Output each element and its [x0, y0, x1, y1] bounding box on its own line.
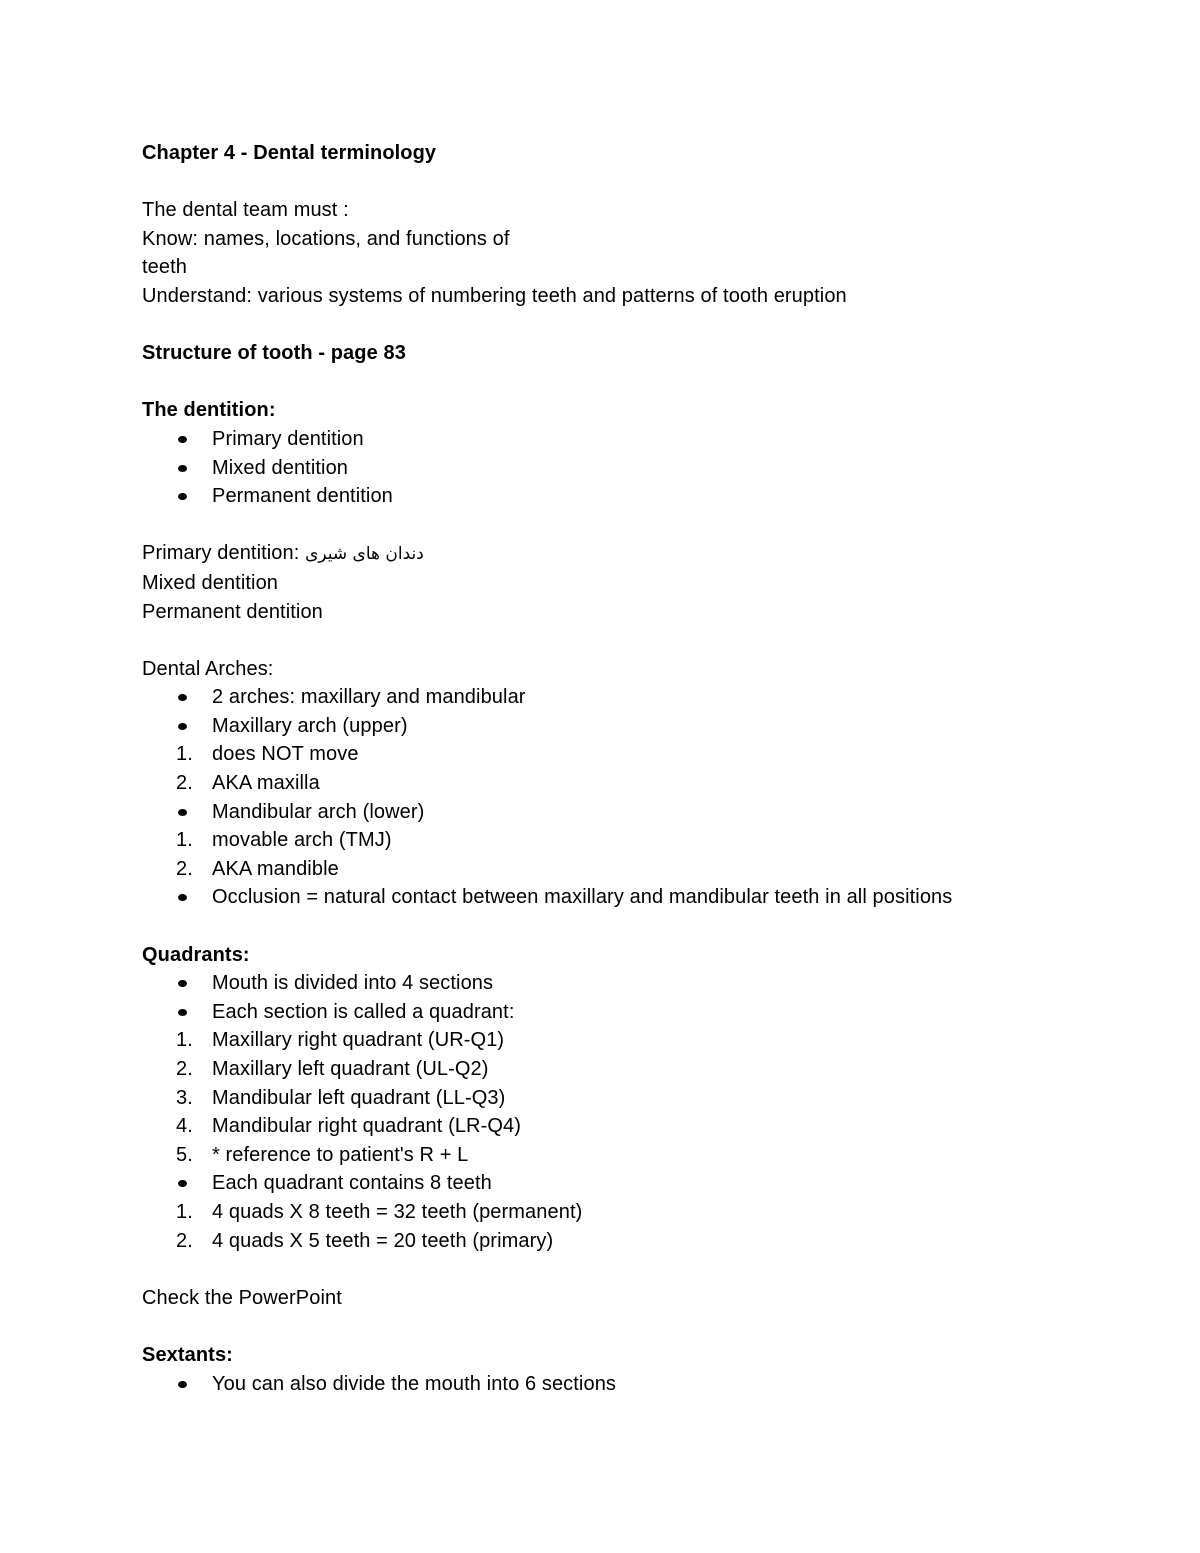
list-item [142, 769, 1102, 798]
spacer [142, 1255, 1102, 1284]
list-item-text: 4 quads X 5 teeth = 20 teeth (primary) [212, 1229, 554, 1252]
list-item [142, 482, 1102, 511]
list-item-text: Maxillary right quadrant (UR-Q1) [212, 1029, 505, 1052]
list-item [142, 1169, 1102, 1198]
list-item [142, 425, 1102, 454]
spacer [142, 626, 1102, 655]
list-number: 2. [176, 1058, 193, 1080]
quadrants-heading: Quadrants: [142, 943, 250, 966]
spacer [142, 912, 1102, 941]
list-item [142, 683, 1102, 712]
list-item [142, 740, 1102, 769]
dentition-list [142, 425, 1102, 511]
list-number: 2. [176, 772, 193, 795]
list-number: 3. [176, 1086, 193, 1109]
arches-heading: Dental Arches: [142, 657, 274, 680]
list-item [142, 1112, 1102, 1141]
list-item [142, 1055, 1102, 1084]
list-item-text: Maxillary arch (upper) [212, 714, 408, 737]
bullet-icon [178, 723, 187, 730]
intro-line: Know: names, locations, and functions of [142, 227, 510, 250]
bullet-icon [178, 1180, 187, 1187]
list-item-text: * reference to patient's R + L [212, 1143, 469, 1166]
list-item-text: Each section is called a quadrant: [212, 1000, 515, 1023]
list-item-text: movable arch (TMJ) [212, 829, 392, 852]
list-item-text: AKA maxilla [212, 772, 320, 795]
powerpoint-note: Check the PowerPoint [142, 1286, 342, 1309]
permanent-dentition-line: Permanent dentition [142, 600, 323, 623]
intro-line: The dental team must : [142, 199, 349, 222]
list-item [142, 1227, 1102, 1256]
intro-line: teeth [142, 256, 187, 279]
intro-line: Understand: various systems of numbering teeth and patterns of tooth eruption [142, 284, 847, 307]
list-item-text: 2 arches: maxillary and mandibular [212, 686, 526, 709]
list-item-text: Mouth is divided into 4 sections [212, 972, 494, 995]
sextants-heading: Sextants: [142, 1343, 233, 1366]
list-number: 5. [176, 1143, 193, 1166]
list-item-text: does NOT move [212, 743, 359, 766]
primary-dentition-line [142, 539, 1102, 569]
spacer [142, 168, 1102, 197]
list-item [142, 883, 1102, 912]
dentition-heading: The dentition: [142, 399, 276, 422]
list-item [142, 1084, 1102, 1113]
bullet-icon [178, 436, 187, 443]
list-item [142, 1370, 1102, 1399]
spacer [142, 311, 1102, 340]
list-item-text: Permanent dentition [212, 485, 393, 508]
list-item [142, 454, 1102, 483]
spacer [142, 1312, 1102, 1341]
list-item-text: Primary dentition [212, 427, 364, 450]
list-number: 1. [176, 743, 193, 766]
list-item-text: AKA mandible [212, 857, 339, 880]
bullet-icon [178, 694, 187, 701]
sextants-list [142, 1370, 1102, 1399]
list-number: 1. [176, 1200, 193, 1223]
list-item [142, 969, 1102, 998]
list-item [142, 1198, 1102, 1227]
list-item [142, 826, 1102, 855]
list-item [142, 712, 1102, 741]
bullet-icon [178, 1009, 187, 1016]
list-item-text: Mixed dentition [212, 456, 349, 479]
list-item-text: Occlusion = natural contact between maxillary and mandibular teeth in all positions [212, 886, 953, 909]
arches-list [142, 683, 1102, 912]
bullet-icon [178, 894, 187, 901]
list-number: 1. [176, 1029, 193, 1052]
quadrants-list [142, 969, 1102, 1255]
bullet-icon [178, 809, 187, 816]
mixed-dentition-line: Mixed dentition [142, 571, 279, 594]
list-item-text: Mandibular arch (lower) [212, 800, 425, 823]
spacer [142, 511, 1102, 540]
list-item [142, 1141, 1102, 1170]
bullet-icon [178, 980, 187, 987]
list-item-text: Maxillary left quadrant (UL-Q2) [212, 1058, 489, 1080]
list-item [142, 998, 1102, 1027]
list-item-text: You can also divide the mouth into 6 sections [212, 1372, 617, 1395]
spacer [142, 368, 1102, 397]
bullet-icon [178, 465, 187, 472]
list-item-text: Mandibular right quadrant (LR-Q4) [212, 1115, 522, 1138]
list-number: 1. [176, 829, 193, 852]
list-item [142, 1026, 1102, 1055]
document-body [142, 139, 1102, 1398]
list-item-text: Mandibular left quadrant (LL-Q3) [212, 1086, 506, 1109]
list-item [142, 855, 1102, 884]
list-item-text: Each quadrant contains 8 teeth [212, 1172, 492, 1195]
bullet-icon [178, 493, 187, 500]
chapter-title: Chapter 4 - Dental terminology [142, 142, 437, 164]
primary-dentition-label: Primary dentition: [142, 542, 306, 565]
list-item [142, 798, 1102, 827]
list-number: 2. [176, 857, 193, 880]
bullet-icon [178, 1381, 187, 1388]
persian-translation: دندان های شیری [305, 544, 424, 565]
structure-heading: Structure of tooth - page 83 [142, 342, 406, 365]
list-number: 2. [176, 1229, 193, 1252]
list-number: 4. [176, 1115, 193, 1138]
list-item-text: 4 quads X 8 teeth = 32 teeth (permanent) [212, 1200, 583, 1223]
